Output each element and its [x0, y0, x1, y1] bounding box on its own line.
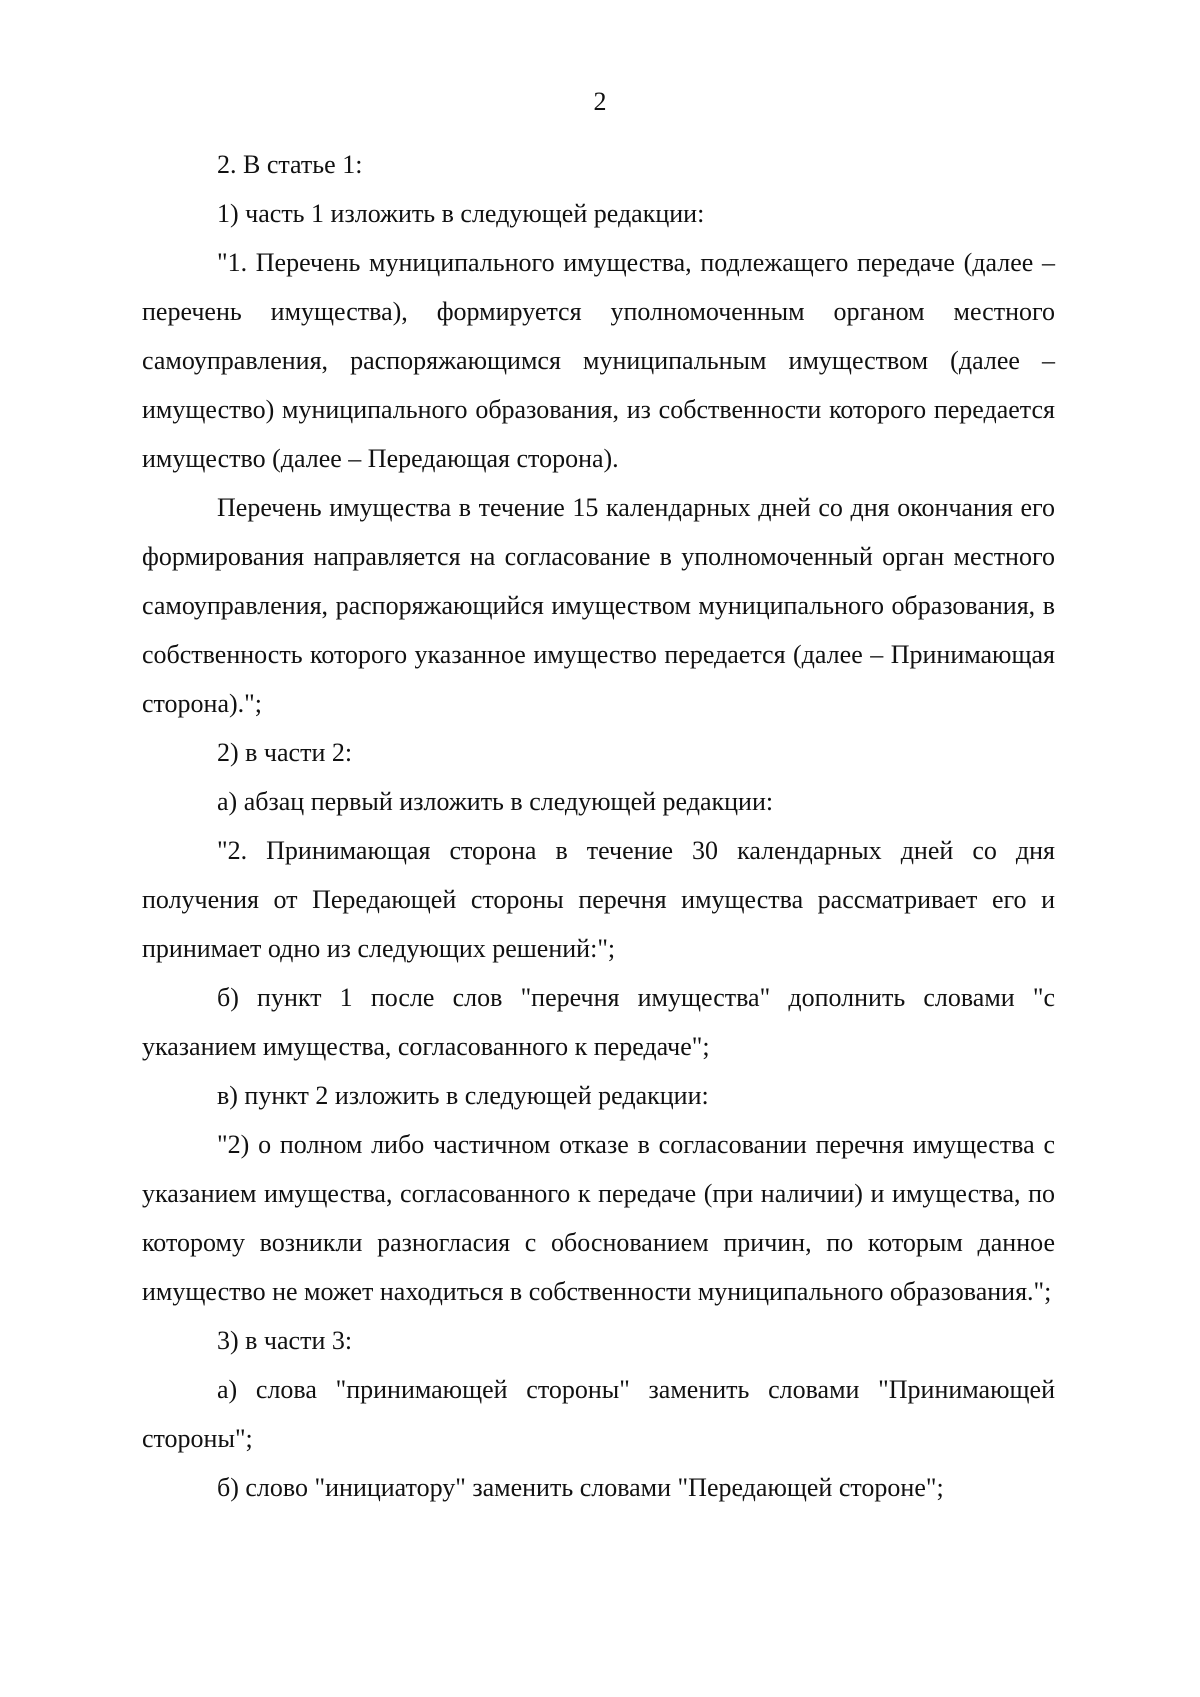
- paragraph-part-2-c-text: "2) о полном либо частичном отказе в согласовании перечня имущества с указанием имущества, согласованного к передаче (при наличии) и имущества, по которому возникли разногласия с обоснованием причин, по которым данное имущество не может находиться в собственности муниципального образования.";: [142, 1130, 1055, 1306]
- paragraph-part-2-heading: 2) в части 2:: [217, 738, 353, 767]
- paragraph-part-3-a: а) слова "принимающей стороны" заменить словами "Принимающей стороны";: [142, 1375, 1055, 1453]
- paragraph-part-3-b: б) слово "инициатору" заменить словами "Передающей стороне";: [217, 1473, 944, 1502]
- page-number: 2: [593, 87, 607, 116]
- paragraph-part-1-heading: 1) часть 1 изложить в следующей редакции:: [217, 199, 705, 228]
- paragraph-part-1-continuation: Перечень имущества в течение 15 календарных дней со дня окончания его формирования направляется на согласование в уполномоченный орган местного самоуправления, распоряжающийся имуществом муниципального образования, в собственность которого указанное имущество передается (далее – Принимающая сторона).";: [142, 493, 1055, 718]
- paragraph-part-2-a: а) абзац первый изложить в следующей редакции:: [217, 787, 774, 816]
- document-body: [142, 140, 1055, 1512]
- paragraph-part-3-heading: 3) в части 3:: [217, 1326, 353, 1355]
- paragraph-part-2-a-text: "2. Принимающая сторона в течение 30 календарных дней со дня получения от Передающей стороны перечня имущества рассматривает его и принимает одно из следующих решений:";: [142, 836, 1055, 963]
- paragraph-part-2-b: б) пункт 1 после слов "перечня имущества" дополнить словами "с указанием имущества, согласованного к передаче";: [142, 983, 1055, 1061]
- paragraph-part-2-c: в) пункт 2 изложить в следующей редакции:: [217, 1081, 709, 1110]
- paragraph-part-1-text: "1. Перечень муниципального имущества, подлежащего передаче (далее – перечень имущества), формируется уполномоченным органом местного самоуправления, распоряжающимся муниципальным имуществом (далее – имущество) муниципального образования, из собственности которого передается имущество (далее – Передающая сторона).: [142, 248, 1055, 473]
- paragraph-article-1: 2. В статье 1:: [217, 150, 363, 179]
